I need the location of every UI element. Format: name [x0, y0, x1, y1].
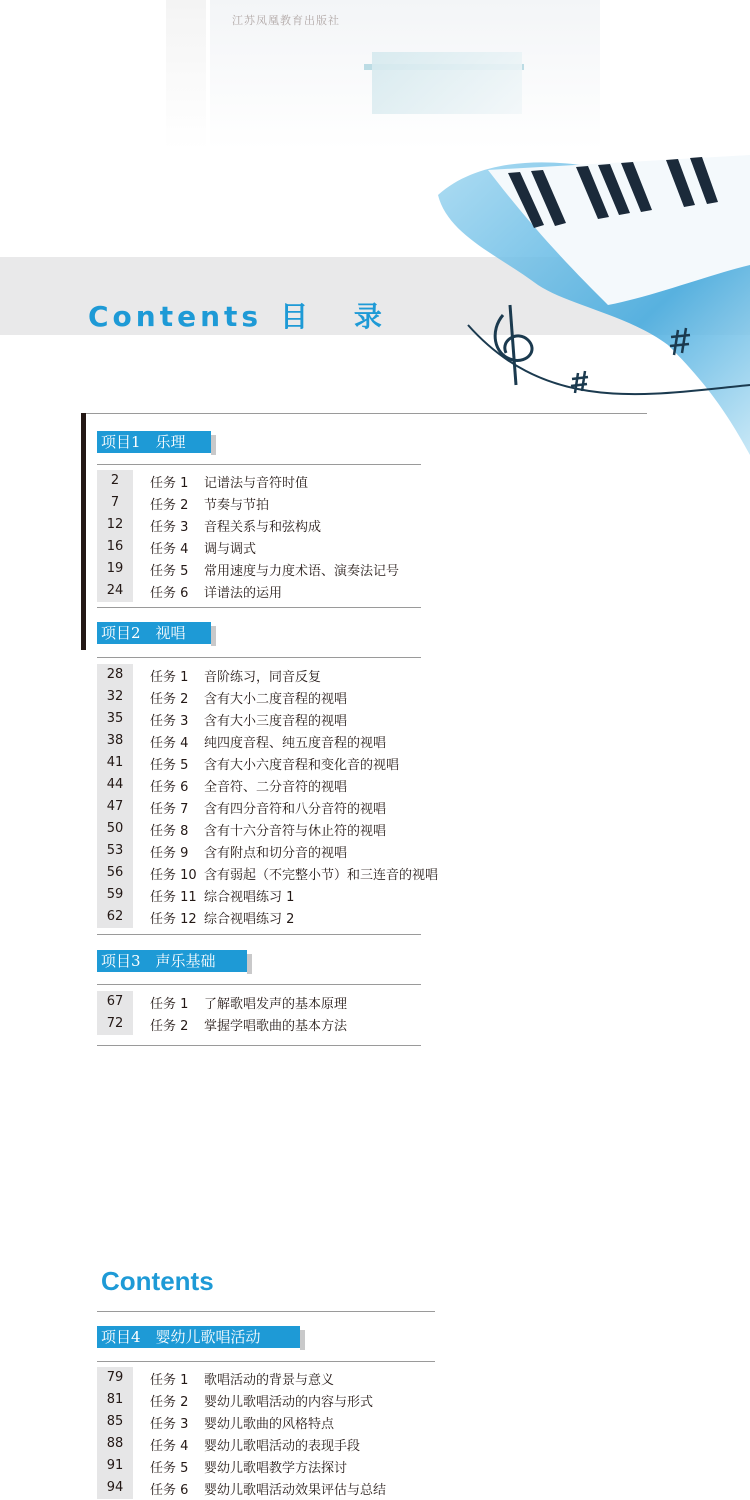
project-1-task-list [97, 470, 399, 602]
contents-heading-page-2: Contents [101, 1266, 214, 1296]
toc-task-title: 了解歌唱发声的基本原理 [204, 996, 348, 1012]
toc-task-title: 含有弱起（不完整小节）和三连音的视唱 [204, 867, 439, 883]
toc-entry[interactable] [97, 1013, 347, 1035]
sharp-symbols [571, 328, 690, 393]
toc-task-number: 任务 5 [150, 563, 189, 579]
book-cover-piano-image [372, 52, 522, 114]
toc-task-number: 任务 2 [150, 1394, 189, 1410]
project-3-bottom-rule [97, 1045, 421, 1046]
book-spine [166, 0, 206, 150]
toc-entry[interactable] [97, 1477, 386, 1499]
toc-entry[interactable] [97, 708, 438, 730]
toc-entry[interactable] [97, 991, 347, 1013]
toc-task-number: 任务 2 [150, 1018, 189, 1034]
toc-page-number: 44 [97, 774, 133, 796]
toc-task-number: 任务 9 [150, 845, 189, 861]
toc-entry[interactable] [97, 1455, 386, 1477]
page-2-top-rule [97, 1311, 435, 1312]
toc-task-number: 任务 6 [150, 779, 189, 795]
toc-task-number: 任务 6 [150, 1482, 189, 1498]
toc-task-title: 掌握学唱歌曲的基本方法 [204, 1018, 348, 1034]
project-1-heading: 项目1 乐理 [97, 431, 211, 453]
toc-task-number: 任务 2 [150, 497, 189, 513]
toc-task-number: 任务 11 [150, 889, 197, 905]
toc-page-number: 47 [97, 796, 133, 818]
toc-task-title: 含有十六分音符与休止符的视唱 [204, 823, 387, 839]
contents-heading [88, 295, 400, 335]
toc-page-number: 41 [97, 752, 133, 774]
project-3-top-rule [97, 984, 421, 985]
toc-task-title: 婴幼儿歌唱活动的表现手段 [204, 1438, 361, 1454]
project-4-heading: 项目4 婴幼儿歌唱活动 [97, 1326, 300, 1348]
book-cover-photo [150, 0, 600, 150]
toc-page-number: 59 [97, 884, 133, 906]
toc-entry[interactable] [97, 492, 399, 514]
toc-page-number: 72 [97, 1013, 133, 1035]
toc-task-number: 任务 1 [150, 996, 189, 1012]
toc-page-number: 12 [97, 514, 133, 536]
toc-page-number: 67 [97, 991, 133, 1013]
toc-entry[interactable] [97, 774, 438, 796]
toc-task-title: 含有大小三度音程的视唱 [204, 713, 348, 729]
toc-task-title: 调与调式 [204, 541, 257, 557]
toc-task-number: 任务 1 [150, 1372, 189, 1388]
toc-entry[interactable] [97, 752, 438, 774]
project-2-top-rule [97, 657, 421, 658]
contents-heading-cn: 目 录 [280, 300, 400, 333]
toc-entry[interactable] [97, 862, 438, 884]
project-4-top-rule [97, 1361, 435, 1362]
toc-page-number: 50 [97, 818, 133, 840]
toc-page-number: 19 [97, 558, 133, 580]
toc-entry[interactable] [97, 580, 399, 602]
toc-page-number: 62 [97, 906, 133, 928]
toc-task-title: 全音符、二分音符的视唱 [204, 779, 348, 795]
toc-page-number: 94 [97, 1477, 133, 1499]
toc-task-title: 节奏与节拍 [204, 497, 270, 513]
piano-keyboard-illustration [428, 155, 750, 455]
toc-page-number: 56 [97, 862, 133, 884]
toc-task-number: 任务 1 [150, 475, 189, 491]
toc-entry[interactable] [97, 1433, 386, 1455]
toc-entry[interactable] [97, 796, 438, 818]
toc-task-title: 婴幼儿歌曲的风格特点 [204, 1416, 335, 1432]
toc-task-title: 综合视唱练习 1 [204, 889, 295, 905]
toc-task-title: 婴幼儿歌唱活动效果评估与总结 [204, 1482, 387, 1498]
project-4-task-list [97, 1367, 386, 1499]
toc-entry[interactable] [97, 840, 438, 862]
contents-heading-en: Contents [88, 300, 263, 333]
toc-page-number: 81 [97, 1389, 133, 1411]
toc-task-number: 任务 1 [150, 669, 189, 685]
project-2-bottom-rule [97, 934, 421, 935]
project-2-task-list [97, 664, 438, 928]
toc-task-title: 音程关系与和弦构成 [204, 519, 322, 535]
chapter-side-bar [81, 413, 86, 650]
toc-task-title: 纯四度音程、纯五度音程的视唱 [204, 735, 387, 751]
project-3-heading: 项目3 声乐基础 [97, 950, 247, 972]
toc-task-number: 任务 5 [150, 757, 189, 773]
toc-task-number: 任务 3 [150, 713, 189, 729]
book-cover-publisher-text: 江苏凤凰教育出版社 [232, 14, 340, 27]
toc-entry[interactable] [97, 686, 438, 708]
toc-page-number: 24 [97, 580, 133, 602]
toc-task-title: 婴幼儿歌唱教学方法探讨 [204, 1460, 348, 1476]
toc-page-number: 28 [97, 664, 133, 686]
toc-task-number: 任务 4 [150, 1438, 189, 1454]
toc-task-number: 任务 6 [150, 585, 189, 601]
toc-task-number: 任务 12 [150, 911, 197, 927]
toc-task-number: 任务 4 [150, 541, 189, 557]
toc-page-number: 85 [97, 1411, 133, 1433]
toc-task-title: 音阶练习，同音反复 [204, 669, 322, 685]
toc-task-title: 含有附点和切分音的视唱 [204, 845, 348, 861]
toc-entry[interactable] [97, 1389, 386, 1411]
toc-task-number: 任务 3 [150, 1416, 189, 1432]
toc-task-title: 歌唱活动的背景与意义 [204, 1372, 335, 1388]
toc-page-number: 38 [97, 730, 133, 752]
toc-entry[interactable] [97, 558, 399, 580]
toc-task-number: 任务 5 [150, 1460, 189, 1476]
toc-task-number: 任务 2 [150, 691, 189, 707]
toc-entry[interactable] [97, 514, 399, 536]
toc-page-number: 7 [97, 492, 133, 514]
toc-page-number: 32 [97, 686, 133, 708]
toc-page-number: 91 [97, 1455, 133, 1477]
treble-clef-symbol [495, 305, 532, 385]
toc-page-number: 16 [97, 536, 133, 558]
toc-entry[interactable] [97, 818, 438, 840]
toc-task-title: 含有大小二度音程的视唱 [204, 691, 348, 707]
toc-task-title: 含有大小六度音程和变化音的视唱 [204, 757, 400, 773]
project-2-heading: 项目2 视唱 [97, 622, 211, 644]
toc-entry[interactable] [97, 470, 399, 492]
toc-entry[interactable] [97, 664, 438, 686]
toc-page-number: 35 [97, 708, 133, 730]
toc-page-number: 88 [97, 1433, 133, 1455]
toc-page-number: 2 [97, 470, 133, 492]
toc-task-number: 任务 7 [150, 801, 189, 817]
project-1-top-rule [97, 464, 421, 465]
toc-task-title: 综合视唱练习 2 [204, 911, 295, 927]
toc-entry[interactable] [97, 884, 438, 906]
toc-entry[interactable] [97, 730, 438, 752]
toc-entry[interactable] [97, 1411, 386, 1433]
project-1-bottom-rule [97, 607, 421, 608]
toc-task-number: 任务 3 [150, 519, 189, 535]
toc-entry[interactable] [97, 1367, 386, 1389]
project-3-task-list [97, 991, 347, 1035]
toc-task-title: 常用速度与力度术语、演奏法记号 [204, 563, 400, 579]
toc-page-number: 79 [97, 1367, 133, 1389]
toc-task-number: 任务 4 [150, 735, 189, 751]
section-top-rule [81, 413, 647, 414]
toc-task-title: 详谱法的运用 [204, 585, 283, 601]
toc-task-title: 婴幼儿歌唱活动的内容与形式 [204, 1394, 374, 1410]
toc-entry[interactable] [97, 536, 399, 558]
toc-task-title: 记谱法与音符时值 [204, 475, 309, 491]
toc-task-number: 任务 8 [150, 823, 189, 839]
toc-task-number: 任务 10 [150, 867, 197, 883]
toc-entry[interactable] [97, 906, 438, 928]
toc-task-title: 含有四分音符和八分音符的视唱 [204, 801, 387, 817]
toc-page-number: 53 [97, 840, 133, 862]
